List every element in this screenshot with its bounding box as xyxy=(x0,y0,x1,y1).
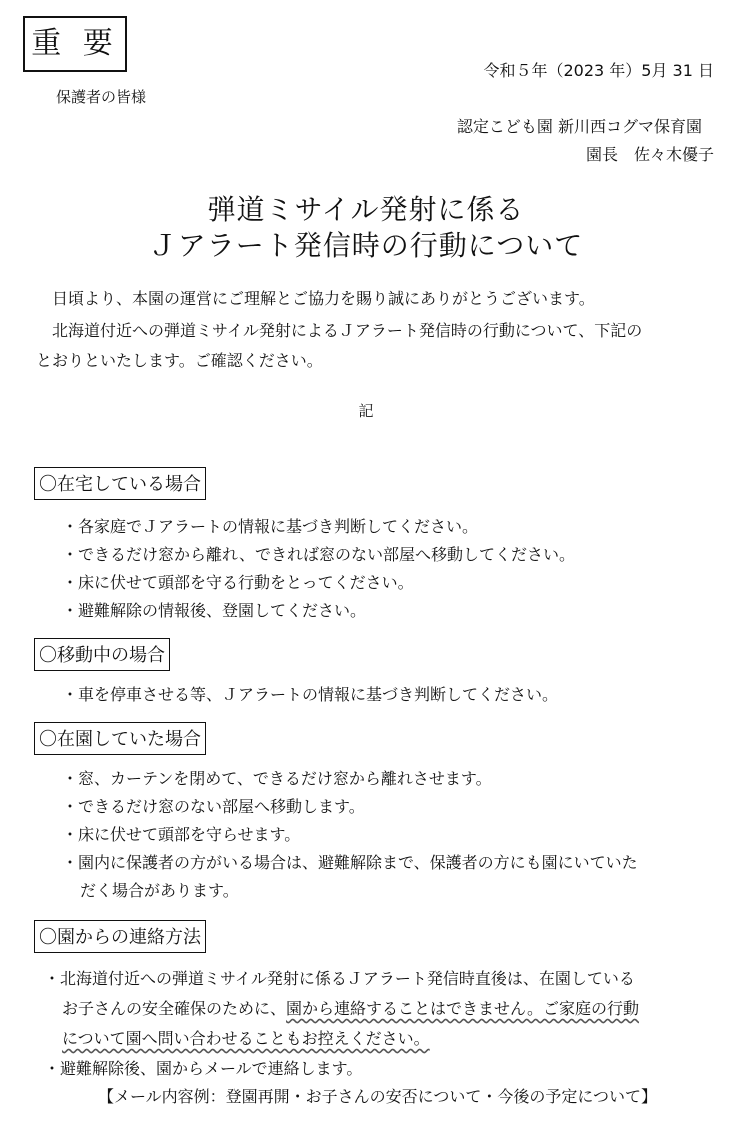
mail-content-example: 【メール内容例：登園再開・お子さんの安否について・今後の予定について】 xyxy=(98,1087,658,1106)
atschool-item-4: ・園内に保護者の方がいる場合は、避難解除まで、保護者の方にも園にいていた xyxy=(62,853,638,872)
home-item-3: ・床に伏せて頭部を守る行動をとってください。 xyxy=(62,573,414,592)
home-item-1: ・各家庭でＪアラートの情報に基づき判断してください。 xyxy=(62,517,479,536)
document-title-line1: 弾道ミサイル発射に係る xyxy=(207,193,525,226)
addressee: 保護者の皆様 xyxy=(56,88,147,106)
school-name: 認定こども園 新川西コグマ保育園 xyxy=(456,117,702,136)
section-heading-moving: 〇移動中の場合 xyxy=(34,638,170,671)
intro-line-2: 北海道付近への弾道ミサイル発射によるＪアラート発信時の行動について、下記の xyxy=(52,321,643,340)
contact-item-1-line2a: お子さんの安全確保のために、 xyxy=(62,999,287,1018)
intro-line-3: とおりといたします。ご確認ください。 xyxy=(36,351,323,370)
important-stamp: 重 要 xyxy=(23,16,127,72)
section-heading-home: 〇在宅している場合 xyxy=(34,467,206,500)
section-heading-atschool: 〇在園していた場合 xyxy=(34,722,206,755)
home-item-2: ・できるだけ窓から離れ、できれば窓のない部屋へ移動してください。 xyxy=(62,545,575,564)
atschool-item-1: ・窓、カーテンを閉めて、できるだけ窓から離れさせます。 xyxy=(62,769,492,788)
contact-item-1-line3: について園へ問い合わせることもお控えください。 xyxy=(62,1029,430,1048)
contact-item-2: ・避難解除後、園からメールで連絡します。 xyxy=(44,1059,363,1078)
principal-name: 園長 佐々木優子 xyxy=(585,145,714,164)
atschool-item-3: ・床に伏せて頭部を守らせます。 xyxy=(62,825,301,844)
document-title-line2: Ｊアラート発信時の行動について xyxy=(148,229,584,262)
atschool-item-2: ・できるだけ窓のない部屋へ移動します。 xyxy=(62,797,365,816)
contact-item-1-line1: ・北海道付近への弾道ミサイル発射に係るＪアラート発信時直後は、在園している xyxy=(44,969,635,988)
atschool-item-4-cont: だく場合があります。 xyxy=(80,881,239,900)
ki-marker: 記 xyxy=(358,402,374,420)
section-heading-contact: 〇園からの連絡方法 xyxy=(34,920,206,953)
contact-item-1-line2 xyxy=(62,996,639,1019)
home-item-4: ・避難解除の情報後、登園してください。 xyxy=(62,601,367,620)
issue-date: 令和５年（2023 年）5月 31 日 xyxy=(483,61,714,80)
contact-item-1-line2b: 園から連絡することはできません。ご家庭の行動 xyxy=(286,999,639,1018)
moving-item-1: ・車を停車させる等、Ｊアラートの情報に基づき判断してください。 xyxy=(62,685,559,704)
intro-line-1: 日頃より、本園の運営にご理解とご協力を賜り誠にありがとうございます。 xyxy=(52,289,595,308)
